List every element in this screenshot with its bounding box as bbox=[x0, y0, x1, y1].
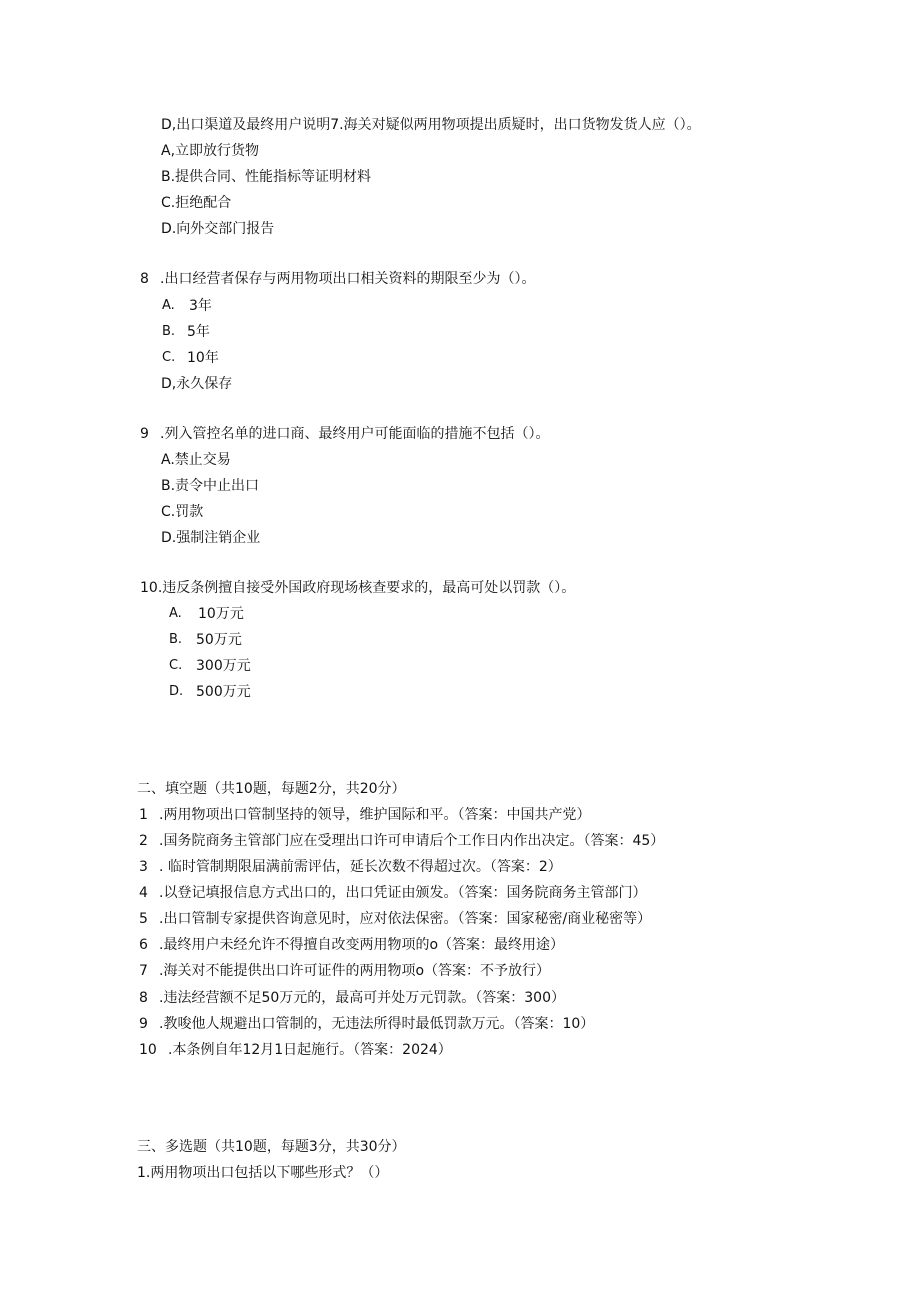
q7-option-a: A,立即放行货物 bbox=[161, 143, 260, 159]
fill-item-7-text: .海关对不能提供出口许可证件的两用物项o（答案：不予放行） bbox=[159, 963, 551, 979]
section-2-title: 二、填空题（共10题，每题2分，共20分） bbox=[137, 781, 406, 797]
question-10-text: 10.违反条例擅自接受外国政府现场核查要求的，最高可处以罚款（）。 bbox=[140, 580, 576, 596]
q9-option-b: B.责令中止出口 bbox=[161, 478, 260, 494]
fill-item-6-number: 6 bbox=[139, 937, 148, 953]
fill-item-8-number: 8 bbox=[139, 990, 148, 1006]
q8-option-a-label: A. bbox=[162, 298, 175, 313]
q10-option-d-text: 500万元 bbox=[196, 684, 251, 700]
fill-item-3-number: 3 bbox=[139, 859, 148, 875]
fill-item-3-text: . 临时管制期限届满前需评估，延长次数不得超过次。（答案：2） bbox=[159, 859, 562, 875]
question-7-text: D,出口渠道及最终用户说明7.海关对疑似两用物项提出质疑时，出口货物发货人应（）。 bbox=[161, 117, 701, 133]
q7-option-c: C.拒绝配合 bbox=[161, 195, 232, 211]
fill-item-8-text: .违法经营额不足50万元的，最高可并处万元罚款。（答案：300） bbox=[159, 990, 565, 1006]
q10-option-a-label: A. bbox=[169, 606, 182, 621]
q10-option-c-text: 300万元 bbox=[196, 658, 251, 674]
mc-question-1-text: 1.两用物项出口包括以下哪些形式？（） bbox=[137, 1165, 389, 1181]
q10-option-b-label: B. bbox=[169, 632, 183, 647]
fill-item-10-text: .本条例自年12月1日起施行。（答案：2024） bbox=[168, 1042, 452, 1058]
fill-item-9-text: .教唆他人规避出口管制的，无违法所得时最低罚款万元。（答案：10） bbox=[159, 1016, 595, 1032]
fill-item-6-text: .最终用户未经允许不得擅自改变两用物项的o（答案：最终用途） bbox=[159, 937, 565, 953]
fill-item-4-text: .以登记填报信息方式出口的，出口凭证由颁发。（答案：国务院商务主管部门） bbox=[159, 885, 647, 901]
fill-item-1-number: 1 bbox=[139, 807, 148, 823]
fill-item-5-text: .出口管制专家提供咨询意见时，应对依法保密。（答案：国家秘密/商业秘密等） bbox=[159, 911, 652, 927]
fill-item-2-text: .国务院商务主管部门应在受理出口许可申请后个工作日内作出决定。（答案：45） bbox=[159, 833, 665, 849]
q8-option-b-label: B. bbox=[162, 324, 176, 339]
q10-option-b-text: 50万元 bbox=[196, 632, 242, 648]
fill-item-10-number: 10 bbox=[139, 1042, 157, 1058]
q10-option-a-text: 10万元 bbox=[198, 606, 244, 622]
q9-option-d: D.强制注销企业 bbox=[161, 530, 261, 546]
fill-item-7-number: 7 bbox=[139, 963, 148, 979]
question-9-text: .列入管控名单的进口商、最终用户可能面临的措施不包括（）。 bbox=[160, 426, 550, 442]
q8-option-b-text: 5年 bbox=[187, 324, 210, 340]
question-8-text: .出口经营者保存与两用物项出口相关资料的期限至少为（）。 bbox=[160, 271, 536, 287]
fill-item-2-number: 2 bbox=[139, 833, 148, 849]
fill-item-5-number: 5 bbox=[139, 911, 148, 927]
q9-option-a: A.禁止交易 bbox=[161, 452, 231, 468]
fill-item-9-number: 9 bbox=[139, 1016, 148, 1032]
q8-option-d: D,永久保存 bbox=[161, 376, 233, 392]
section-3-title: 三、多选题（共10题，每题3分，共30分） bbox=[137, 1139, 406, 1155]
q9-option-c: C.罚款 bbox=[161, 504, 204, 520]
q10-option-d-label: D. bbox=[169, 684, 184, 699]
q7-option-d: D.向外交部门报告 bbox=[161, 221, 275, 237]
question-9-number: 9 bbox=[140, 426, 149, 442]
fill-item-4-number: 4 bbox=[139, 885, 148, 901]
q8-option-c-label: C. bbox=[162, 350, 176, 365]
q8-option-c-text: 10年 bbox=[187, 350, 219, 366]
q8-option-a-text: 3年 bbox=[189, 298, 212, 314]
fill-item-1-text: .两用物项出口管制坚持的领导，维护国际和平。（答案：中国共产党） bbox=[159, 807, 591, 823]
q7-option-b: B.提供合同、性能指标等证明材料 bbox=[161, 169, 372, 185]
question-8-number: 8 bbox=[140, 271, 149, 287]
q10-option-c-label: C. bbox=[169, 658, 183, 673]
